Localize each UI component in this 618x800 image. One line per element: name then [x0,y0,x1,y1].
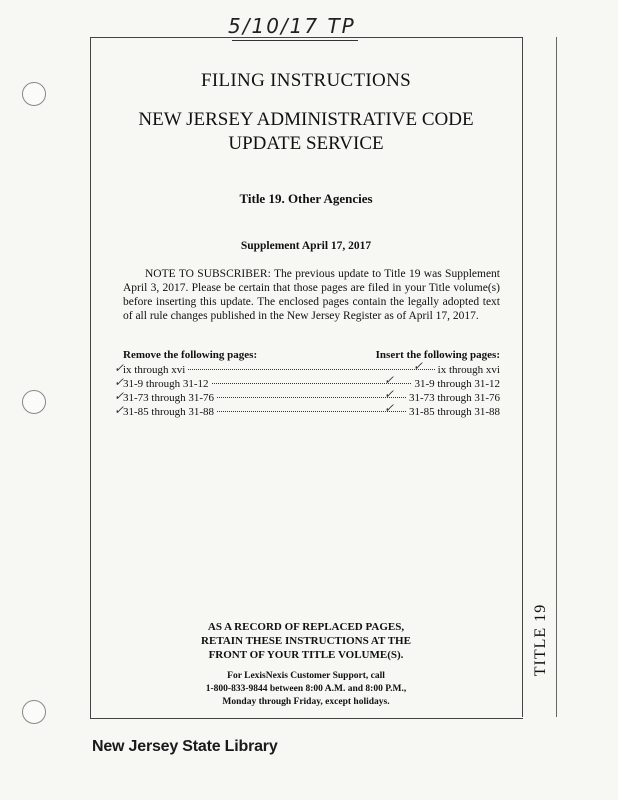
checkmark-icon: ✓ [114,375,125,389]
remove-header: Remove the following pages: [123,349,258,361]
side-tab [528,590,554,690]
handwritten-date-note: 5/10/17 TP [228,14,358,44]
checkmark-icon: ✓ [384,387,395,401]
checkmark-icon: ✓ [384,401,395,415]
filing-instructions-heading: FILING INSTRUCTIONS [201,70,411,91]
table-row: 31-9 through 31-12 31-9 through 31-12 [123,378,500,390]
table-row: ix through xvi ix through xvi [123,364,500,376]
supplement-date: Supplement April 17, 2017 [240,240,372,252]
punch-hole-top [22,82,46,106]
checkmark-icon: ✓ [384,373,395,387]
table-row: 31-73 through 31-76 31-73 through 31-76 [123,392,500,404]
pages-table-header [123,349,500,361]
table-row: 31-85 through 31-88 31-85 through 31-88 [123,406,500,418]
title-name: Title 19. Other Agencies [239,191,373,206]
side-tab-rule [556,37,557,717]
code-title-heading: NEW JERSEY ADMINISTRATIVE CODE UPDATE SERVICE [138,109,474,154]
checkmark-icon: ✓ [114,389,125,403]
punch-hole-middle [22,390,46,414]
checkmark-icon: ✓ [413,359,424,373]
frame-right-rule [522,37,523,717]
checkmark-icon: ✓ [114,403,125,417]
checkmark-icon: ✓ [114,361,125,375]
library-stamp: New Jersey State Library [92,738,278,755]
record-instructions: AS A RECORD OF REPLACED PAGES, RETAIN THESE INSTRUCTIONS AT THE FRONT OF YOUR TITLE VOLUME(S). [201,621,411,661]
punch-hole-bottom [22,700,46,724]
customer-support-info: For LexisNexis Customer Support, call 1-800-833-9844 between 8:00 A.M. and 8:00 P.M., Monday through Friday, except holidays. [205,671,407,707]
note-to-subscriber: NOTE TO SUBSCRIBER: The previous update to Title 19 was Supplement April 3, 2017. Please be certain that those pages are filed in your Title volume(s) before inserting this update. The enclosed pages contain the legally adopted text of all rule changes published in the New Jersey Register as of April 17, 2017. [123,268,500,322]
side-tab-label: TITLE 19 [532,603,549,677]
insert-header: Insert the following pages: [375,349,500,361]
